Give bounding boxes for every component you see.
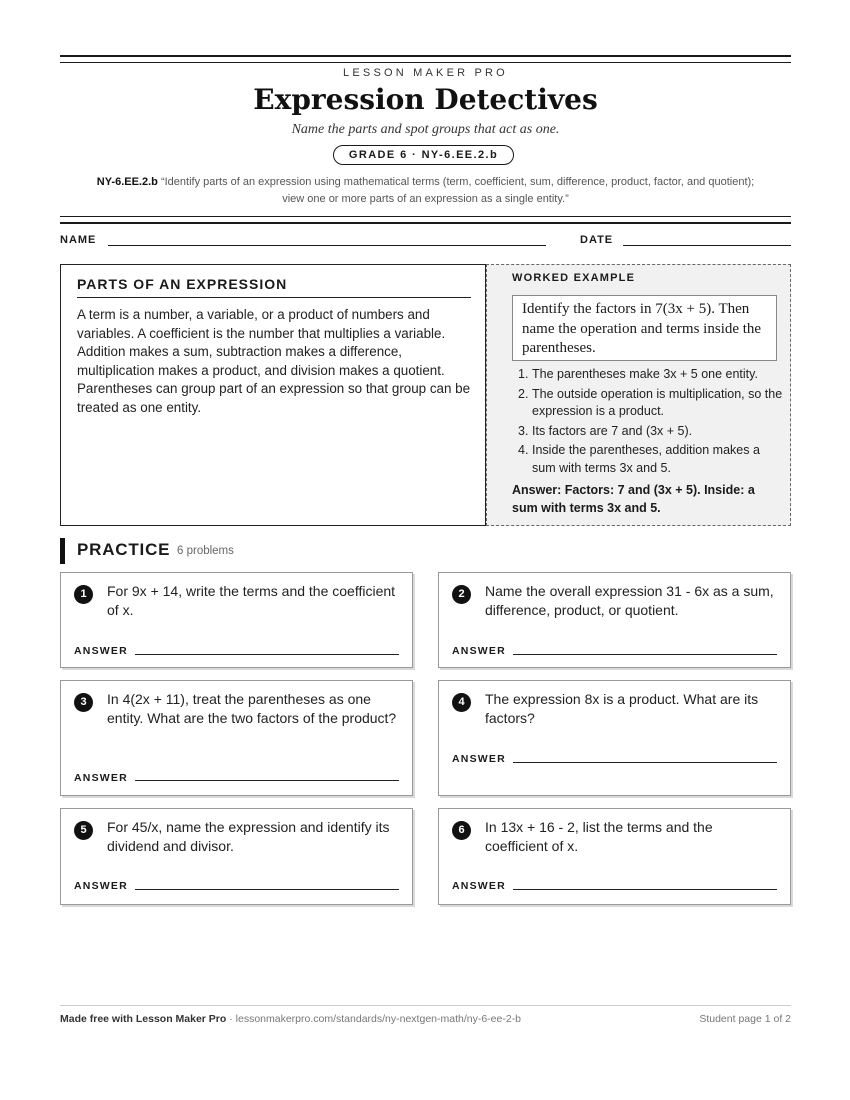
problem-number: 1 bbox=[74, 585, 93, 604]
standard-code: NY-6.EE.2.b bbox=[96, 176, 158, 188]
problem-prompt: In 4(2x + 11), treat the parentheses as one entity. What are the two factors of the product? bbox=[107, 691, 397, 726]
problem-prompt: The expression 8x is a product. What are its factors? bbox=[485, 691, 759, 726]
date-label: DATE bbox=[580, 234, 614, 246]
answer-label: ANSWER bbox=[74, 880, 128, 892]
standard-text-line-1: “Identify parts of an expression using mathematical terms (term, coefficient, sum, difference, product, factor, and quotient); bbox=[160, 176, 755, 188]
problem-number: 6 bbox=[452, 821, 471, 840]
footer-url[interactable]: · lessonmakerpro.com/standards/ny-nextgen-math/ny-6-ee-2-b bbox=[226, 1013, 522, 1025]
parts-body: A term is a number, a variable, or a product of numbers and variables. A coefficient is the number that multiplies a variable. Addition makes a sum, subtraction makes a difference, multiplication makes a product, and division makes a quotient. Parentheses can group part of an expression so that group can be treated as one entity. bbox=[77, 307, 471, 415]
problem-card-6 bbox=[438, 808, 791, 905]
footer-page-number: Student page 1 of 2 bbox=[699, 1013, 791, 1025]
problem-prompt: Name the overall expression 31 - 6x as a sum, difference, product, or quotient. bbox=[485, 583, 774, 618]
problem-prompt: In 13x + 16 - 2, list the terms and the coefficient of x. bbox=[485, 819, 713, 854]
name-label: NAME bbox=[60, 234, 97, 246]
answer-label: ANSWER bbox=[74, 645, 128, 657]
name-field[interactable] bbox=[108, 245, 546, 246]
answer-field[interactable] bbox=[513, 889, 777, 890]
page-title: Expression Detectives bbox=[253, 83, 598, 116]
parts-of-expression-box bbox=[60, 264, 486, 526]
step-item: 4. Inside the parentheses, addition makes a sum with terms 3x and 5. bbox=[518, 443, 760, 475]
worked-example-answer: Answer: Factors: 7 and (3x + 5). Inside: a sum with terms 3x and 5. bbox=[512, 483, 755, 515]
worked-example-problem: Identify the factors in 7(3x + 5). Then name the operation and terms inside the parentheses. bbox=[512, 295, 777, 361]
problem-card-3 bbox=[60, 680, 413, 796]
standard-description bbox=[60, 174, 791, 207]
step-item: 1. The parentheses make 3x + 5 one entity. bbox=[518, 367, 758, 381]
step-item: 2. The outside operation is multiplication, so the expression is a product. bbox=[518, 386, 783, 418]
practice-accent-bar bbox=[60, 538, 65, 564]
problem-number: 3 bbox=[74, 693, 93, 712]
practice-count: 6 problems bbox=[177, 545, 234, 557]
worksheet-page bbox=[60, 0, 791, 1100]
answer-field[interactable] bbox=[135, 889, 399, 890]
footer-credit bbox=[60, 1013, 521, 1025]
answer-label: ANSWER bbox=[452, 753, 506, 765]
footer-rule bbox=[60, 1005, 791, 1006]
answer-field[interactable] bbox=[135, 654, 399, 655]
worked-example-steps bbox=[512, 366, 784, 479]
parts-title: PARTS OF AN EXPRESSION bbox=[77, 276, 471, 298]
answer-field[interactable] bbox=[513, 654, 777, 655]
step-item: 3. Its factors are 7 and (3x + 5). bbox=[518, 423, 693, 438]
date-field[interactable] bbox=[623, 245, 791, 246]
problem-card-5 bbox=[60, 808, 413, 905]
answer-field[interactable] bbox=[513, 762, 777, 763]
problem-card-2 bbox=[438, 572, 791, 668]
problem-card-4 bbox=[438, 680, 791, 796]
answer-label: ANSWER bbox=[452, 645, 506, 657]
worked-example-title: WORKED EXAMPLE bbox=[512, 272, 636, 284]
problem-number: 5 bbox=[74, 821, 93, 840]
top-double-rule bbox=[60, 55, 791, 63]
standard-text-line-2: view one or more parts of an expression as a single entity.” bbox=[282, 192, 569, 205]
page-subtitle: Name the parts and spot groups that act as one. bbox=[291, 122, 560, 137]
problem-prompt: For 45/x, name the expression and identify its dividend and divisor. bbox=[107, 819, 390, 854]
problem-card-1 bbox=[60, 572, 413, 668]
answer-label: ANSWER bbox=[452, 880, 506, 892]
problem-number: 4 bbox=[452, 693, 471, 712]
header-double-rule bbox=[60, 216, 791, 224]
grade-badge: GRADE 6 · NY-6.EE.2.b bbox=[333, 145, 514, 165]
answer-label: ANSWER bbox=[74, 772, 128, 784]
problem-number: 2 bbox=[452, 585, 471, 604]
problem-prompt: For 9x + 14, write the terms and the coefficient of x. bbox=[107, 583, 396, 618]
footer-made-with: Made free with Lesson Maker Pro bbox=[60, 1013, 227, 1025]
practice-heading: PRACTICE bbox=[77, 540, 171, 559]
brand-name: LESSON MAKER PRO bbox=[343, 67, 508, 79]
answer-field[interactable] bbox=[135, 780, 399, 781]
